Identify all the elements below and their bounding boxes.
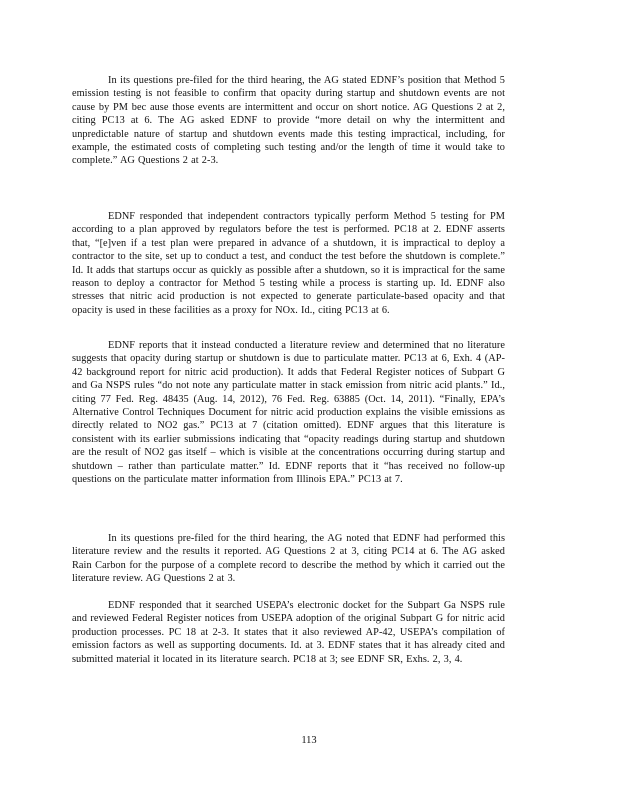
paragraph-1: In its questions pre-filed for the third hearing, the AG stated EDNF’s position that Method 5 emission testing is not feasible to confirm that opacity during startup and shutdown events are not cause by PM bec ause those events are intermittent and occur on short notice. AG Questions 2 at 2, citing PC13 at 6. The AG asked EDNF to provide “more detail on why the intermittent and unpredictable nature of startup and shutdown events made this testing impractical, including, for example, the estimated costs of completing such testing and/or the length of time it would take to complete.” AG Questions 2 at 2-3. — [72, 75, 505, 167]
paragraph-3: EDNF reports that it instead conducted a literature review and determined that no literature suggests that opacity during startup or shutdown is due to particulate matter. PC13 at 6, Exh. 4 (AP-42 background report for nitric acid production). It adds that Federal Register notices of Subpart G and Ga NSPS rules “do not note any particulate matter in stack emission from nitric acid plants.” Id., citing 77 Fed. Reg. 48435 (Aug. 14, 2012), 76 Fed. Reg. 63885 (Oct. 14, 2011). “Finally, EPA’s Alternative Control Techniques Document for nitric acid production explains the visible emissions as directly related to NO2 gas.” PC13 at 7 (citation omitted). EDNF argues that this literature is consistent with its earlier submissions indicating that “opacity readings during startup and shutdown are the result of NO2 gas itself – which is visible at the concentrations occurring during startup and shutdown – rather than particulate matter.” Id. EDNF reports that it “has received no follow-up questions on the particulate matter information from Illinois EPA.” PC13 at 7. — [72, 340, 505, 486]
page-number: 113 — [301, 735, 317, 746]
paragraph-2: EDNF responded that independent contractors typically perform Method 5 testing for PM according to a plan approved by regulators before the test is performed. PC18 at 2. EDNF asserts that, “[e]ven if a test plan were prepared in advance of a shutdown, it is impractical to deploy a contractor to the site, set up to conduct a test, and conduct the test before the shutdown is complete.” Id. It adds that startups occur as quickly as possible after a shutdown, so it is impractical for the same reason to deploy a contractor for Method 5 testing while a process is starting up. Id. EDNF also stresses that nitric acid production is not expected to generate particulate-based opacity and that opacity is used in these facilities as a proxy for NOx. Id., citing PC13 at 6. — [72, 211, 505, 316]
paragraph-5: EDNF responded that it searched USEPA’s electronic docket for the Subpart Ga NSPS rule and reviewed Federal Register notices from USEPA adoption of the original Subpart G for nitric acid production processes. PC 18 at 2-3. It states that it also reviewed AP-42, USEPA’s compilation of emission factors as well as supporting documents. Id. at 3. EDNF states that it has already cited and submitted material it located in its literature search. PC18 at 3; see EDNF SR, Exhs. 2, 3, 4. — [72, 600, 505, 665]
paragraph-4: In its questions pre-filed for the third hearing, the AG noted that EDNF had performed this literature review and the results it reported. AG Questions 2 at 3, citing PC14 at 6. The AG asked Rain Carbon for the purpose of a complete record to describe the method by which it carried out the literature review. AG Questions 2 at 3. — [72, 533, 505, 585]
